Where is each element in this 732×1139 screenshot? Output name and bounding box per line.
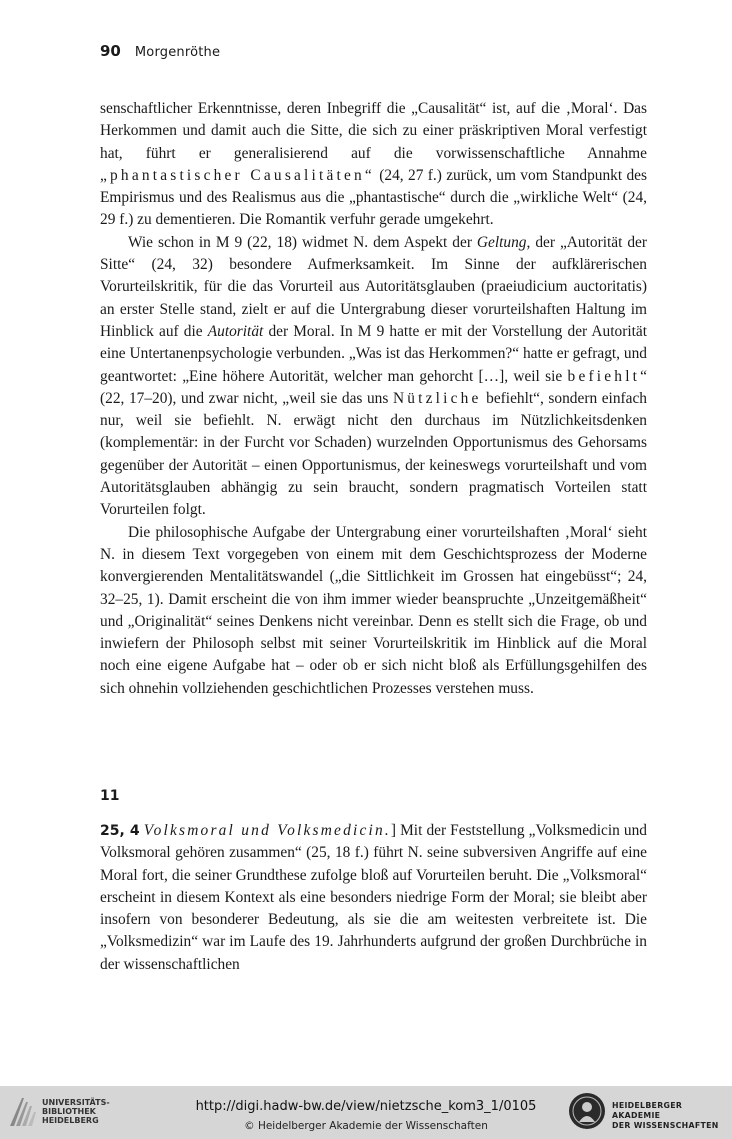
spaced-emphasis: befiehlt: [567, 367, 641, 385]
academy-line: DER WISSENSCHAFTEN: [612, 1121, 719, 1130]
paragraph-1: [100, 98, 647, 232]
text-run: Wie schon in M 9 (22, 18) widmet N. dem Aspekt der: [128, 233, 477, 251]
spaced-emphasis: „phantastischer Causalitäten“: [100, 166, 375, 184]
lemma-entry: [100, 820, 647, 976]
text-run: der Moral. In M 9 hatte er mit der Vorstellung der Autorität eine Untertanenpsychologie verbunden. „Was ist das Herkommen?“ hatte er gefragt, und geantwortet: „Eine höhere Autorität, welcher man gehorcht […], weil sie: [100, 322, 647, 385]
page-number: 90: [100, 42, 121, 60]
running-title: Morgenröthe: [134, 45, 221, 60]
text-run: befiehlt“, sondern einfach nur, weil sie befiehlt. N. erwägt nicht den durchaus im Nützlichkeitsdenken (komplementär: in der Furcht vor Schaden) wurzelnden Opportunismus des Gehorsams gegenüber der Autorität – einen Opportunismus, der keineswegs vorurteilshaft und vom Autoritätsglauben abhängig zu sein braucht, sondern pragmatisch Vorteilen statt Vorurteilen folgt.: [100, 389, 648, 519]
lemma-text: Mit der Feststellung „Volksmedicin und Volksmoral gehören zusammen“ (25, 18 f.) führt N. seine subversiven Angriffe auf eine Moral fort, die seiner Grundthese zufolge bloß auf Vorurteilen beruht. Die „Volksmoral“ erscheint in diesem Kontext als eine besonders niedrige Form der Moral; sie bleibt aber insofern von besonderer Bedeutung, als sie die am weitesten verbreitete ist. Die „Volksmedizin“ war im Laufe des 19. Jahrhunderts aufgrund der großen Durchbrüche in der wissenschaftlichen: [100, 822, 647, 973]
lemma-headword: Volksmoral und Volksmedicin.: [143, 822, 391, 839]
lemma-reference: 25, 4: [100, 823, 140, 839]
commentary-body: [100, 98, 647, 700]
copyright-notice: © Heidelberger Akademie der Wissenschaften: [244, 1120, 488, 1132]
text-run: “ (22, 17–20), und zwar nicht, „weil sie das uns: [100, 367, 647, 407]
paragraph-3: [100, 522, 647, 700]
academy-seal-icon: [568, 1092, 606, 1130]
paragraph-2: [100, 232, 647, 522]
text-run: senschaftlicher Erkenntnisse, deren Inbegriff die „Causalität“ ist, auf die ‚Moral‘. Das Herkommen und damit auch die Sitte, die sich zu einer präskriptiven Moral verfestigt hat, führt er generalisierend auf die vorwissenschaftliche Annahme: [100, 100, 647, 162]
source-url-link[interactable]: http://digi.hadw-bw.de/view/nietzsche_kom3_1/0105: [195, 1099, 537, 1114]
academy-name: [612, 1101, 732, 1131]
spaced-emphasis: Nützliche: [392, 389, 482, 407]
digitization-footer: [0, 1086, 732, 1139]
library-line: BIBLIOTHEK: [42, 1107, 96, 1116]
library-line: HEIDELBERG: [42, 1116, 99, 1125]
text-run: (24, 27 f.) zurück, um vom Standpunkt des Empirismus und des Realismus aus die „phantastische“ durch die „wirkliche Welt“ (24, 29 f.) zu dementieren. Die Romantik verfuhr gerade umgekehrt.: [100, 166, 648, 229]
section-number: 11: [100, 788, 120, 804]
text-run: , der „Autorität der Sitte“ (24, 32) besondere Aufmerksamkeit. Im Sinne der aufklärerischen Vorurteilskritik, für die das Vorurteil aus Autoritätsglauben (praeiudicium auctoritatis) an erster Stelle stand, zielt er auf die Untergrabung dieser vorurteilshaften Haltung im Hinblick auf die: [100, 233, 647, 340]
page-header: [100, 42, 220, 66]
academy-line: HEIDELBERGER AKADEMIE: [612, 1101, 683, 1120]
library-line: UNIVERSITÄTS-: [42, 1098, 110, 1107]
italic-emphasis: Autorität: [207, 322, 264, 340]
lemma-bracket: ]: [390, 822, 397, 839]
text-run: Die philosophische Aufgabe der Untergrabung einer vorurteilshaften ‚Moral‘ sieht N. in diesem Text vorgegeben von einem mit dem Geschichtsprozess der Moderne konvergierenden Mentalitätswandel („die Sittlichkeit im Grossen hat eingebüsst“; 24, 32–25, 1). Damit erscheint die von ihm immer wieder beanspruchte „Unzeitgemäßheit“ und „Originalität“ seines Denkens nicht vereinbar. Denn es stellt sich die Frage, ob und inwiefern der Philosoph selbst mit seiner Vorurteilskritik im Hinblick auf die Moral noch eine eigene Aufgabe hat – oder ob er sich nicht bloß als Erfüllungsgehilfen des sich ohnehin vollziehenden geschichtlichen Prozesses verstehen muss.: [100, 523, 647, 697]
italic-emphasis: Geltung: [476, 233, 527, 251]
